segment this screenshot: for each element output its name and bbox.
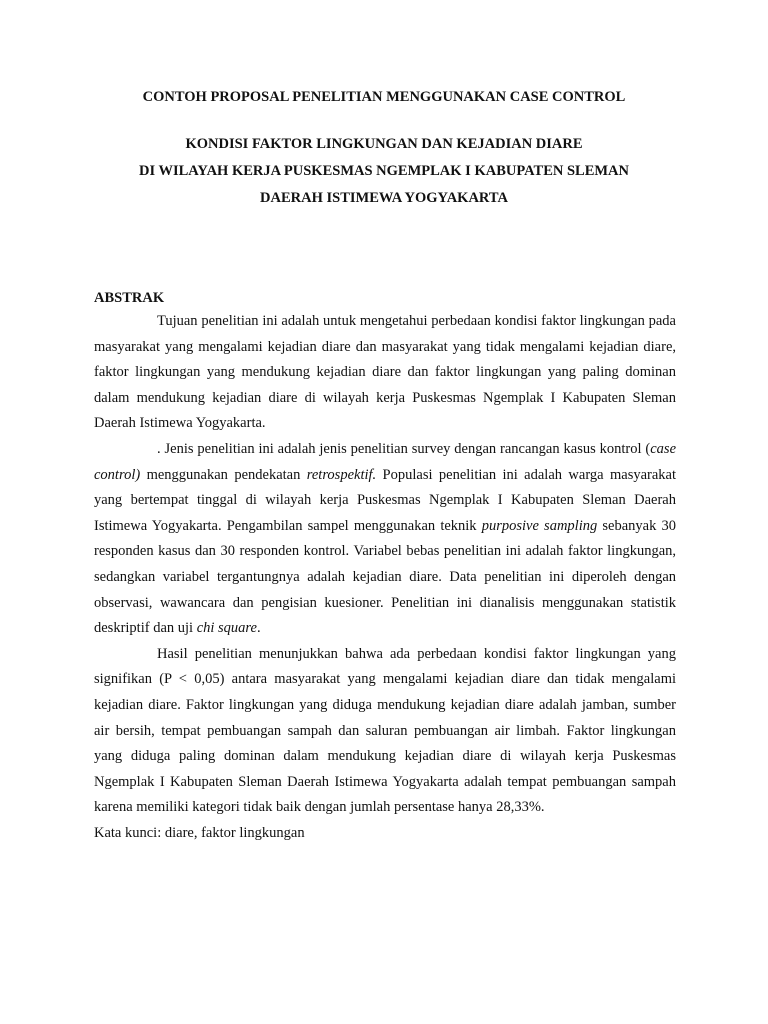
abstract-heading: ABSTRAK <box>94 290 165 306</box>
purposive-sampling-term: purposive sampling <box>481 517 598 534</box>
paragraph-2-text-2: menggunakan pendekatan <box>140 466 307 483</box>
paragraph-2-text-5: . <box>256 620 261 637</box>
paragraph-2-text-3: Populasi penelitian ini adalah warga masyarakat yang bertempat tinggal di wilayah kerja Puskesmas Ngemplak I Kabupaten Sleman Daerah Istimewa Yogyakarta. Pengambilan sampel menggunakan teknik <box>94 466 676 534</box>
abstract-paragraph-1: Tujuan penelitian ini adalah untuk mengetahui perbedaan kondisi faktor lingkungan pada masyarakat yang mengalami kejadian diare dan masyarakat yang tidak mengalami kejadian diare, faktor lingkungan yang mendukung kejadian diare dan faktor lingkungan yang paling dominan dalam mendukung kejadian diare di wilayah kerja Puskesmas Ngemplak I Kabupaten Sleman Daerah Istimewa Yogyakarta. <box>94 313 676 432</box>
abstract-body <box>94 309 676 846</box>
abstract-paragraph-2 <box>94 437 676 642</box>
chi-square-term: chi square <box>196 620 257 637</box>
retrospektif-term: retrospektif. <box>306 466 377 483</box>
paragraph-2-text-1: . Jenis penelitian ini adalah jenis penelitian survey dengan rancangan kasus kontrol ( <box>157 440 651 457</box>
main-title: CONTOH PROPOSAL PENELITIAN MENGGUNAKAN CASE CONTROL <box>142 89 626 105</box>
keywords: Kata kunci: diare, faktor lingkungan <box>94 824 305 841</box>
abstract-paragraph-3: Hasil penelitian menunjukkan bahwa ada perbedaan kondisi faktor lingkungan yang signifikan (P < 0,05) antara masyarakat yang mengalami kejadian diare dan tidak mengalami kejadian diare. Faktor lingkungan yang diduga mendukung kejadian diare adalah jamban, sumber air bersih, tempat pembuangan sampah dan saluran pembuangan air limbah. Faktor lingkungan yang diduga paling dominan dalam mendukung kejadian diare di wilayah kerja Puskesmas Ngemplak I Kabupaten Sleman Daerah Istimewa Yogyakarta adalah tempat pembuangan sampah karena memiliki kategori tidak baik dengan jumlah persentase hanya 28,33%. <box>94 645 676 816</box>
case-control-term: case control) <box>94 440 676 483</box>
paragraph-2-text-4: sebanyak 30 responden kasus dan 30 responden kontrol. Variabel bebas penelitian ini adalah faktor lingkungan, sedangkan variabel tergantungnya adalah kejadian diare. Data penelitian ini diperoleh dengan observasi, wawancara dan pengisian kuesioner. Penelitian ini dianalisis menggunakan statistik deskriptif dan uji <box>94 517 676 637</box>
research-title-line-3: DAERAH ISTIMEWA YOGYAKARTA <box>260 190 508 206</box>
research-title <box>0 131 768 212</box>
research-title-line-1: KONDISI FAKTOR LINGKUNGAN DAN KEJADIAN DIARE <box>185 136 583 152</box>
research-title-line-2: DI WILAYAH KERJA PUSKESMAS NGEMPLAK I KABUPATEN SLEMAN <box>139 163 629 179</box>
